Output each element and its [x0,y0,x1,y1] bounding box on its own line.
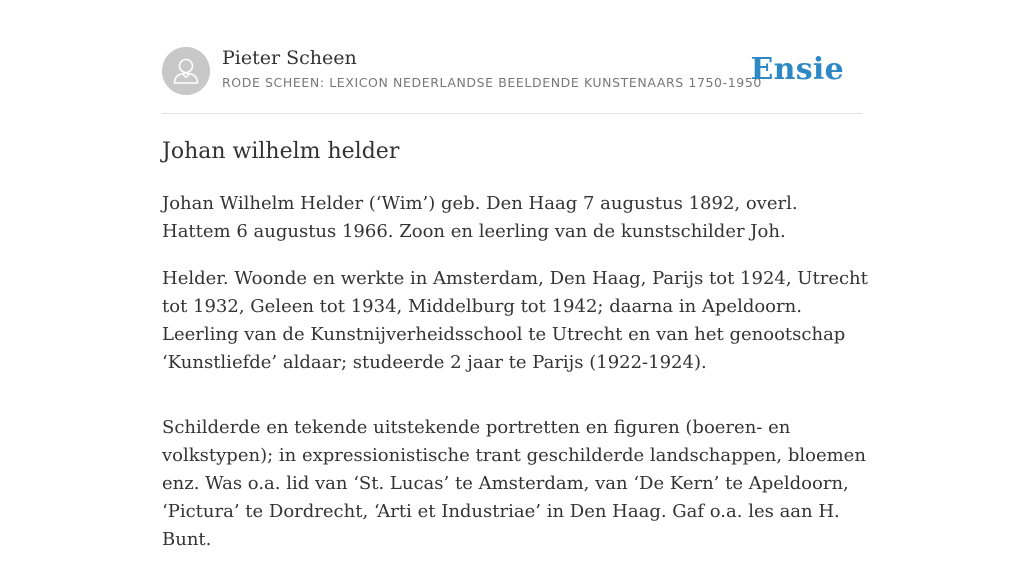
ensie-logo[interactable]: Ensie [750,52,844,87]
article-header [162,46,862,96]
article-paragraph: Johan Wilhelm Helder (‘Wim’) geb. Den Haag 7 augustus 1892, overl. Hattem 6 augustus 1966. Zoon en leerling van de kunstschilder Joh. [162,193,798,242]
article-title: Johan wilhelm helder [162,139,400,164]
header-divider [162,113,862,114]
article-paragraph: Helder. Woonde en werkte in Amsterdam, Den Haag, Parijs tot 1924, Utrecht tot 1932, Geleen tot 1934, Middelburg tot 1942; daarna in Apeldoorn. Leerling van de Kunstnijverheidsschool te Utrecht en van het genootschap ‘Kunstliefde’ aldaar; studeerde 2 jaar te Parijs (1922-1924). [162,268,868,373]
article-body [162,190,870,573]
source-title[interactable]: RODE SCHEEN: LEXICON NEDERLANDSE BEELDENDE KUNSTENAARS 1750-1950 [222,75,762,90]
user-icon [162,47,210,95]
author-avatar[interactable] [162,47,210,95]
author-name[interactable]: Pieter Scheen [222,47,357,69]
article-paragraph: Schilderde en tekende uitstekende portretten en figuren (boeren- en volkstypen); in expressionistische trant geschilderde landschappen, bloemen enz. Was o.a. lid van ‘St. Lucas’ te Amsterdam, van ‘De Kern’ te Apeldoorn, ‘Pictura’ te Dordrecht, ‘Arti et Industriae’ in Den Haag. Gaf o.a. les aan H. Bunt. [162,417,866,550]
